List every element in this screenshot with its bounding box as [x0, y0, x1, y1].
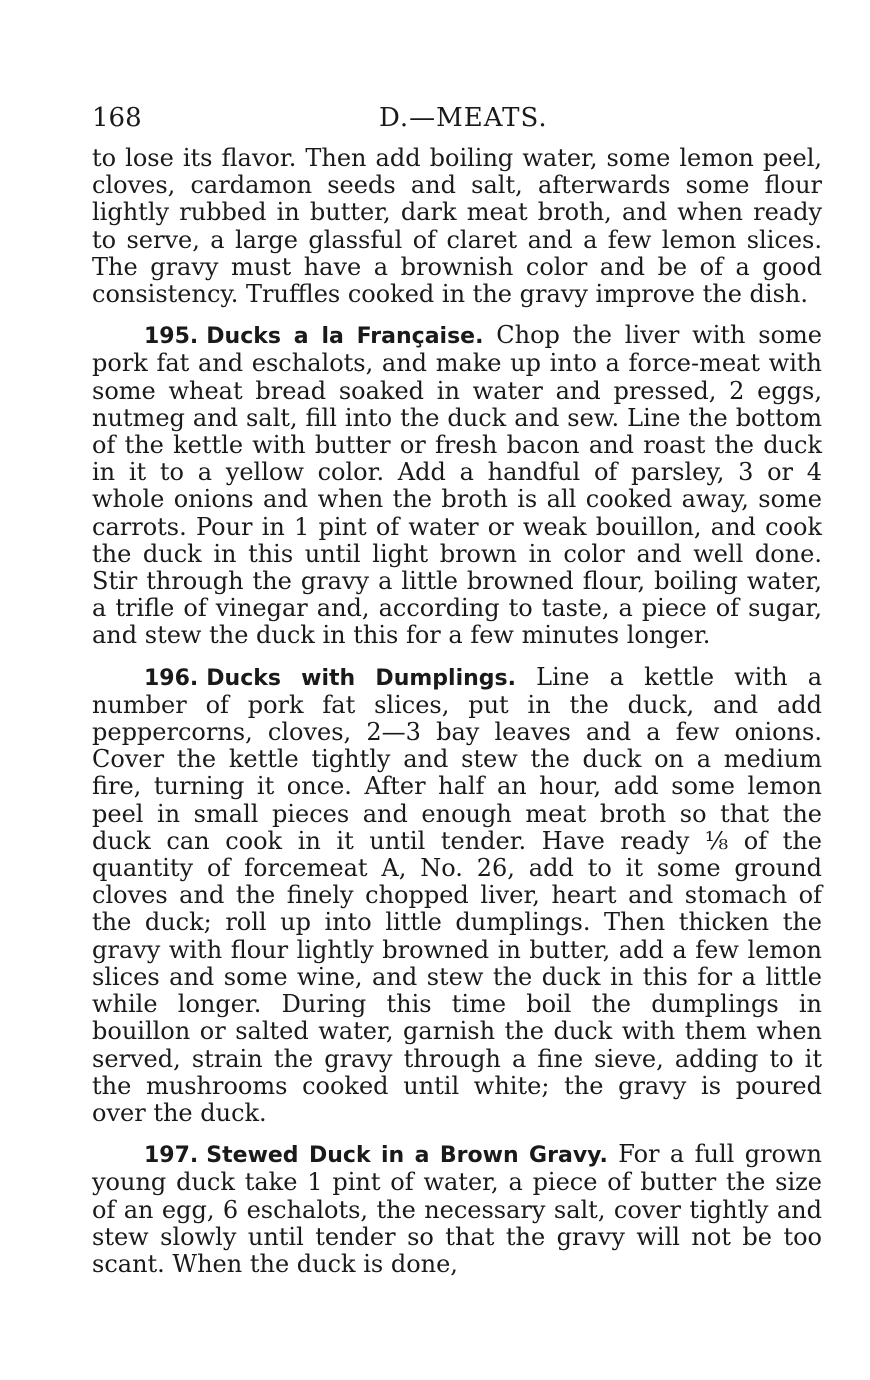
recipe-heading	[144, 324, 483, 349]
recipe-text: For a full grown young duck take 1 pint of water, a piece of butter the size of an egg, 6 eschalots, the necessary salt, cover tightly and stew slowly until tender so that the gravy will not be too scant. When the duck is done,	[92, 1140, 822, 1278]
recipe-heading	[144, 666, 516, 691]
recipe-number: 197.	[144, 1143, 199, 1169]
book-page	[92, 96, 822, 1356]
recipe-number: 195.	[144, 324, 199, 350]
recipe-heading	[144, 1143, 608, 1168]
recipe-number: 196.	[144, 665, 199, 691]
recipe-196	[92, 664, 822, 1127]
recipe-title: Ducks a la Française.	[206, 324, 484, 350]
recipe-text: Chop the liver with some pork fat and eschalots, and make up into a force-meat with some wheat bread soaked in water and pressed, 2 eggs, nutmeg and salt, fill into the duck and sew. Line the bottom of the kettle with butter or fresh bacon and roast the duck in it to a yellow color. Add a handful of parsley, 3 or 4 whole onions and when the broth is all cooked away, some carrots. Pour in 1 pint of water or weak bouillon, and cook the duck in this until light brown in color and well done. Stir through the gravy a little browned flour, boiling water, a trifle of vinegar and, according to taste, a piece of sugar, and stew the duck in this for a few minutes longer.	[92, 321, 822, 650]
page-number: 168	[92, 103, 142, 133]
recipe-197	[92, 1141, 822, 1278]
recipe-text: Line a kettle with a number of pork fat slices, put in the duck, and add peppercorns, cloves, 2—3 bay leaves and a few onions. Cover the kettle tightly and stew the duck on a medium fire, turning it once. After half an hour, add some lemon peel in small pieces and enough meat broth so that the duck can cook in it until tender. Have ready ⅛ of the quantity of forcemeat A, No. 26, add to it some ground cloves and the finely chopped liver, heart and stomach of the duck; roll up into little dumplings. Then thicken the gravy with flour lightly browned in butter, add a few lemon slices and some wine, and stew the duck in this for a little while longer. During this time boil the dumplings in bouillon or salted water, garnish the duck with them when served, strain the gravy through a fine sieve, adding to it the mushrooms cooked until white; the gravy is poured over the duck.	[92, 662, 823, 1127]
recipe-title: Stewed Duck in a Brown Gravy.	[206, 1143, 608, 1169]
recipe-title: Ducks with Dumplings.	[206, 665, 516, 691]
running-head	[92, 96, 822, 140]
recipe-195	[92, 322, 822, 649]
continuation-paragraph: to lose its flavor. Then add boiling water, some lemon peel, cloves, cardamon seeds and salt, afterwards some flour lightly rubbed in butter, dark meat broth, and when ready to serve, a large glassful of claret and a few lemon slices. The gravy must have a brownish color and be of a good consistency. Truffles cooked in the gravy improve the dish.	[92, 144, 822, 309]
section-title: D.—MEATS.	[379, 103, 548, 133]
